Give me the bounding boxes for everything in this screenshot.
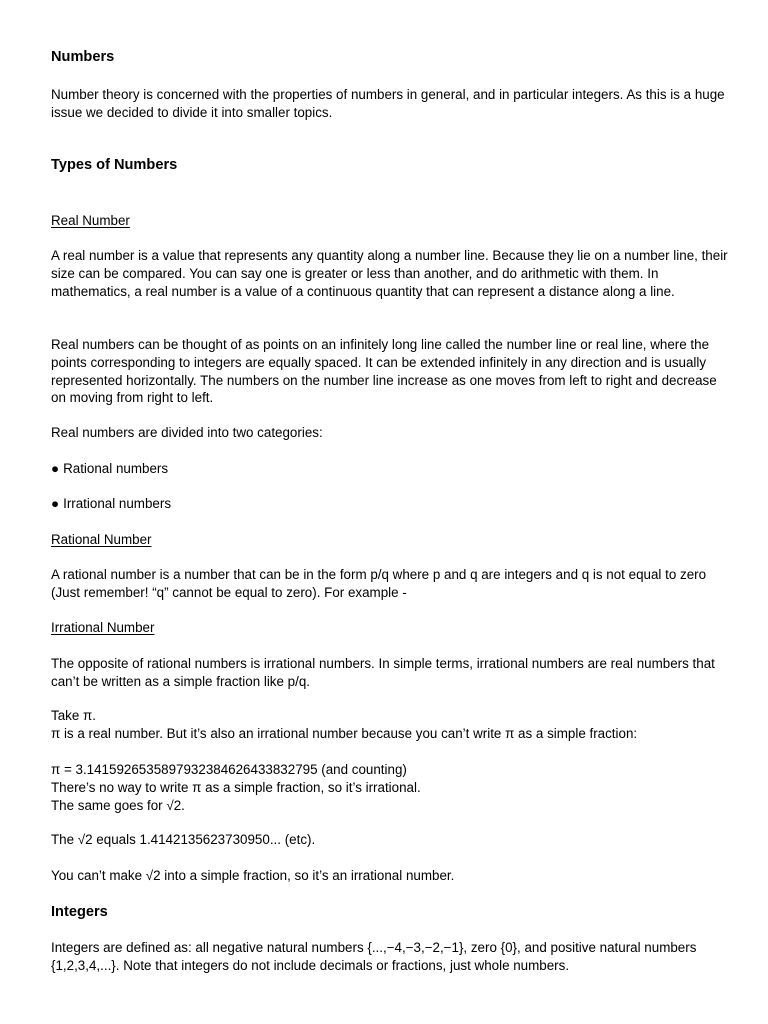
take-pi-line: Take π. bbox=[51, 708, 96, 723]
sqrt2-conclusion-line: You can’t make √2 into a simple fraction, so it’s an irrational number. bbox=[51, 868, 455, 883]
bullet-dot-icon: ● bbox=[51, 461, 60, 476]
bullet-dot-icon: ● bbox=[51, 496, 60, 511]
bullet-rational-label: Rational numbers bbox=[63, 461, 169, 476]
intro-paragraph: Number theory is concerned with the properties of numbers in general, and in particular integers. As this is a huge issue we decided to divide it into smaller topics. bbox=[51, 87, 725, 120]
real-number-paragraph-1: A real number is a value that represents any quantity along a number line. Because they lie on a number line, their size can be compared. You can say one is greater or less than another, and do arithmetic with them. In mathematics, a real number is a value of a continuous quantity that can represent a distance along a line. bbox=[51, 248, 728, 299]
pi-example-detail bbox=[51, 761, 731, 814]
pi-value-line: π = 3.1415926535897932384626433832795 (and counting) bbox=[51, 762, 407, 777]
real-number-subheading: Real Number bbox=[51, 213, 130, 228]
sqrt2-value-line: The √2 equals 1.4142135623730950... (etc). bbox=[51, 832, 316, 847]
real-number-paragraph-2: Real numbers can be thought of as points on an infinitely long line called the number line or real line, where the points corresponding to integers are equally spaced. It can be extended infinitely in any direction and is usually represented horizontally. The numbers on the number line increase as one moves from left to right and decrease on moving from right to left. bbox=[51, 337, 717, 406]
pi-irrational-line: There’s no way to write π as a simple fraction, so it’s irrational. bbox=[51, 779, 421, 795]
irrational-number-paragraph: The opposite of rational numbers is irrational numbers. In simple terms, irrational numbers are real numbers that can’t be written as a simple fraction like p/q. bbox=[51, 656, 715, 689]
pi-real-line: π is a real number. But it’s also an irrational number because you can’t write π as a simple fraction: bbox=[51, 725, 638, 741]
rational-number-paragraph: A rational number is a number that can be in the form p/q where p and q are integers and q is not equal to zero (Just remember! “q” cannot be equal to zero). For example - bbox=[51, 567, 707, 600]
bullet-rational bbox=[51, 460, 731, 478]
types-heading: Types of Numbers bbox=[51, 157, 178, 173]
rational-number-subheading: Rational Number bbox=[51, 532, 152, 547]
integers-heading: Integers bbox=[51, 904, 108, 920]
page-title: Numbers bbox=[51, 49, 115, 65]
bullet-irrational bbox=[51, 495, 731, 513]
integers-paragraph: Integers are defined as: all negative natural numbers {...,−4,−3,−2,−1}, zero {0}, and positive natural numbers {1,2,3,4,...}. Note that integers do not include decimals or fractions, just whole numbers. bbox=[51, 940, 697, 973]
real-number-categories-intro: Real numbers are divided into two categories: bbox=[51, 425, 323, 440]
pi-example-intro bbox=[51, 707, 731, 743]
bullet-irrational-label: Irrational numbers bbox=[63, 496, 172, 511]
sqrt2-same-line: The same goes for √2. bbox=[51, 797, 185, 813]
irrational-number-subheading: Irrational Number bbox=[51, 620, 155, 635]
